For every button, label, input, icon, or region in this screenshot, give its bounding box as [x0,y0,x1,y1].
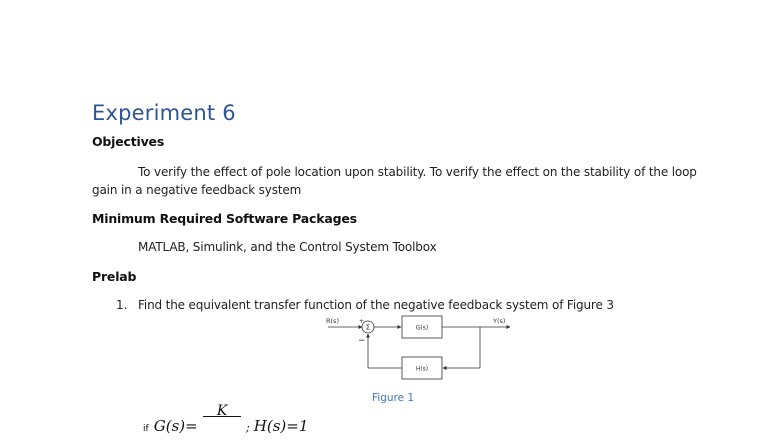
output-label: Y(s) [493,317,506,325]
equation-fraction [203,403,241,431]
software-text: MATLAB, Simulink, and the Control System Toolbox [138,240,437,254]
equation-h: H(s)=1 [253,417,309,435]
equation-numerator: K [216,403,228,419]
list-item-number: 1. [116,298,128,312]
minus-sign: − [358,336,366,346]
page-title: Experiment 6 [92,101,236,125]
objectives-heading: Objectives [92,134,165,149]
objectives-text-line2: gain in a negative feedback system [92,183,302,197]
input-label: R(s) [326,317,339,325]
figure-caption: Figure 1 [372,392,415,404]
prelab-heading: Prelab [92,269,137,284]
plus-sign: + [359,318,365,325]
forward-block-label: G(s) [415,324,429,332]
equation-if: if [143,424,149,434]
objectives-text-line1: To verify the effect of pole location upon stability. To verify the effect on the stability of the loop [138,165,697,179]
list-item-text: Find the equivalent transfer function of the negative feedback system of Figure 3 [138,298,614,312]
equation-g: G(s)= [153,417,198,435]
feedback-block-diagram [320,314,520,386]
equation-separator: ; [245,420,254,434]
feedback-block-label: H(s) [415,365,429,373]
fraction-bar [203,416,241,417]
software-heading: Minimum Required Software Packages [92,211,357,226]
sum-symbol: Σ [365,323,371,332]
transfer-function-equation [143,403,309,435]
